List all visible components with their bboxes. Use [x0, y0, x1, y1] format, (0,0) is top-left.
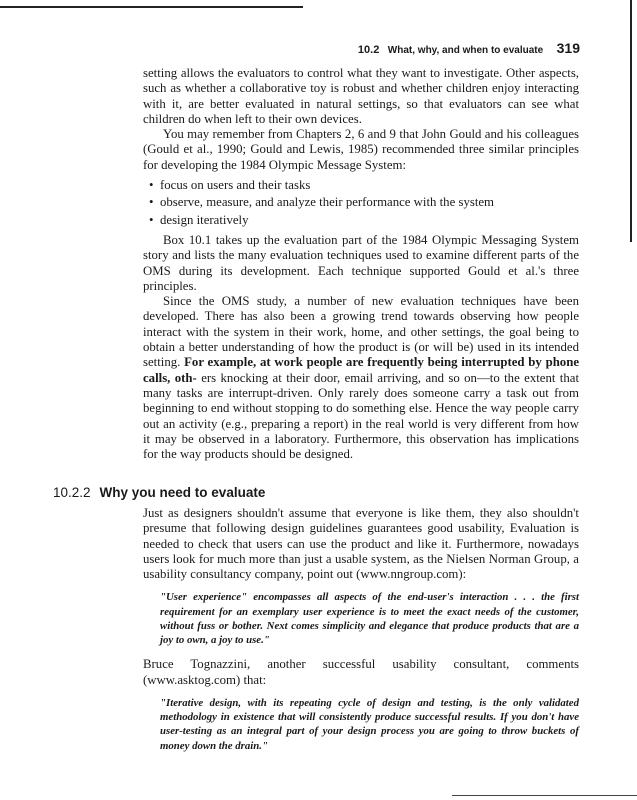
margin-bar: [630, 0, 632, 242]
bottom-rule: [452, 795, 637, 796]
section-number: 10.2.2: [53, 485, 91, 500]
page-number: 319: [556, 40, 580, 56]
section-body-text: [143, 506, 579, 763]
section-title: Why you need to evaluate: [99, 485, 266, 500]
running-head-section-number: 10.2: [357, 44, 380, 56]
paragraph-tognazzini: Bruce Tognazzini, another successful usability consultant, comments (www.asktog.com) that:: [143, 657, 579, 687]
principles-list: [143, 178, 579, 228]
bullet-icon: •: [149, 178, 154, 193]
bold-example: For example, at work people are frequently being interrupted by phone calls, oth-: [143, 355, 580, 385]
quote-nielsen-norman: "User experience" encompasses all aspects of the end-user's interaction . . . the first requirement for an exemplary user experience is to meet the exact needs of the customer, without fuss or bother. Next comes simplicity and elegance that produce products that are a joy to own, a joy to use.": [160, 591, 579, 647]
paragraph-settings: setting allows the evaluators to control what they want to investigate. Other aspects, such as whether a collaborative toy is robust and whether children enjoy interacting with it, are better evaluated in natural settings, so that evaluators can see what children do when left to their own devices.: [143, 66, 579, 126]
quote-tognazzini: "Iterative design, with its repeating cycle of design and testing, is the only validated methodology in existence that will consistently produce successful results. If you don't have user-testing as an integral part of your design process you are going to throw buckets of money down the drain.": [160, 696, 579, 752]
section-heading: [53, 485, 265, 500]
list-item: • observe, measure, and analyze their performance with the system: [149, 195, 495, 210]
list-item: • focus on users and their tasks: [149, 178, 311, 193]
paragraph-oms-study: Since the OMS study, a number of new evaluation techniques have been developed. There has also been a growing trend towards observing how people interact with the system in their work, home, and other settings, the goal being to obtain a better understanding of how the product is (or will be) used in its intended setting. For example, at work people are frequently being interrupted by phone calls, oth- ers knocking at their door, email arriving, and so on—to the extent that many tasks are interrupt-driven. Only rarely does someone carry a task out from beginning to end without stopping to do something else. Hence the way people carry out an activity (e.g., preparing a report) in the real world is very different from how it may be observed in a laboratory. Furthermore, this observation has implications for the way products should be designed.: [143, 294, 580, 462]
top-rule: [0, 6, 303, 8]
running-head-title: What, why, and when to evaluate: [387, 45, 544, 56]
paragraph-gould-principles: You may remember from Chapters 2, 6 and 9 that John Gould and his colleagues (Gould et al., 1990; Gould and Lewis, 1985) recommended three similar principles for developing the 1984 Olympic Message System:: [143, 127, 579, 172]
list-item: • design iteratively: [149, 212, 249, 227]
paragraph-box-10-1: Box 10.1 takes up the evaluation part of the 1984 Olympic Messaging System story and lists the many evaluation techniques used to examine different parts of the OMS during its development. Each technique supported Gould et al.'s three principles.: [143, 232, 579, 293]
bullet-icon: •: [149, 195, 154, 210]
bullet-icon: •: [149, 212, 154, 227]
running-head: [358, 40, 580, 58]
body-text: [143, 66, 579, 462]
paragraph-why-evaluate: Just as designers shouldn't assume that everyone is like them, they also shouldn't presume that following design guidelines guarantees good usability, Evaluation is needed to check that users can use the product and like it. Furthermore, nowadays users look for much more than just a usable system, as the Nielsen Norman Group, a usability consultancy company, point out (www.nngroup.com):: [143, 506, 579, 582]
